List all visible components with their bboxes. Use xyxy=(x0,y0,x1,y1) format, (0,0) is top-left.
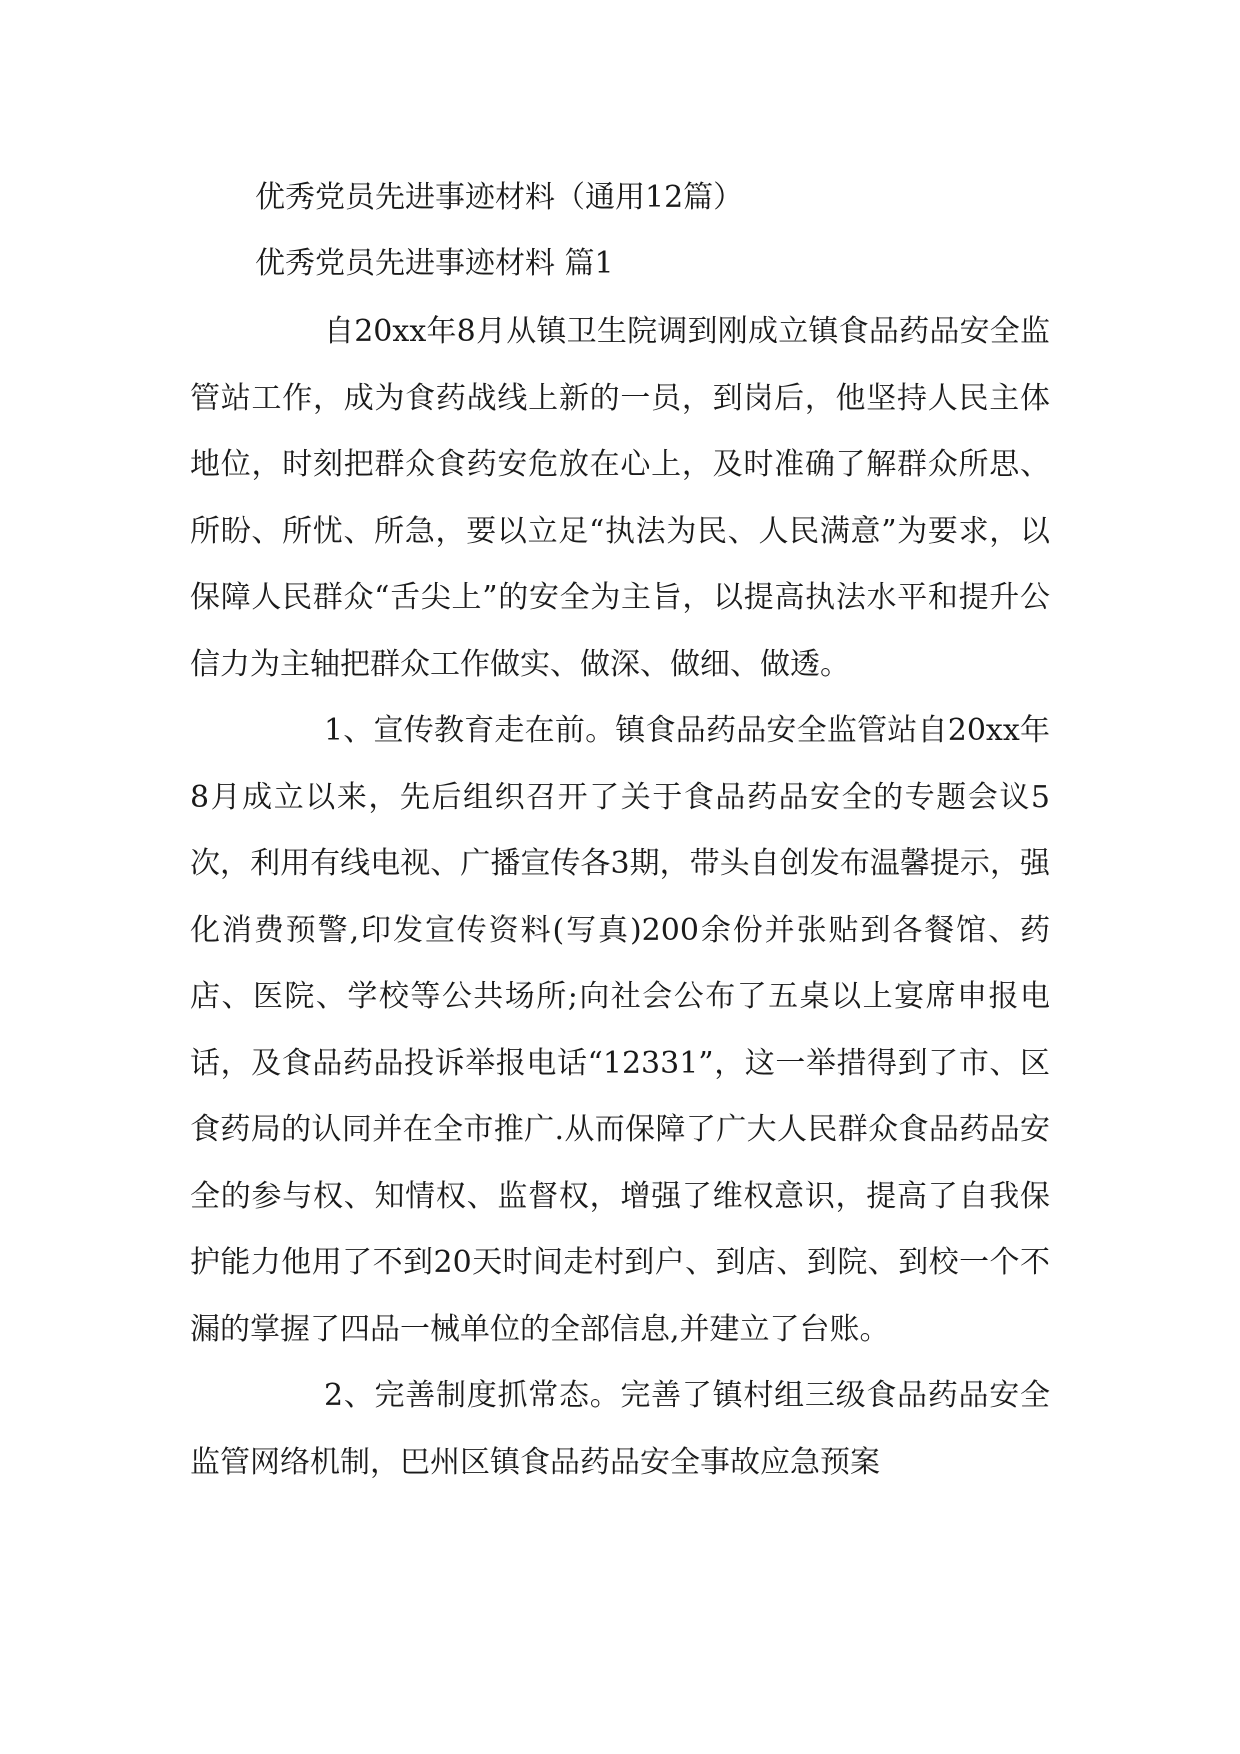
document-title: 优秀党员先进事迹材料（通用12篇） xyxy=(255,180,744,215)
paragraph-publicity-education: 1、宣传教育走在前。镇食品药品安全监管站自20xx年8月成立以来，先后组织召开了关于食品药品安全的专题会议5次，利用有线电视、广播宣传各3期，带头自创发布温馨提示，强化消费预警,印发宣传资料(写真)200余份并张贴到各餐馆、药店、医院、学校等公共场所;向社会公布了五桌以上宴席申报电话，及食品药品投诉举报电话“12331”，这一举措得到了市、区食药局的认同并在全市推广.从而保障了广大人民群众食品药品安全的参与权、知情权、监督权，增强了维权意识，提高了自我保护能力他用了不到20天时间走村到户、到店、到院、到校一个不漏的掌握了四品一械单位的全部信息,并建立了台账。 xyxy=(190,713,1050,1347)
document-body xyxy=(190,299,1050,1496)
paragraph-system-improvement: 2、完善制度抓常态。完善了镇村组三级食品药品安全监管网络机制，巴州区镇食品药品安全事故应急预案 xyxy=(190,1378,1050,1480)
paragraph-intro: 自20xx年8月从镇卫生院调到刚成立镇食品药品安全监管站工作，成为食药战线上新的一员，到岗后，他坚持人民主体地位，时刻把群众食药安危放在心上，及时准确了解群众所思、所盼、所忧、所急，要以立足“执法为民、人民满意”为要求，以保障人民群众“舌尖上”的安全为主旨，以提高执法水平和提升公信力为主轴把群众工作做实、做深、做细、做透。 xyxy=(190,314,1050,682)
section-heading: 优秀党员先进事迹材料 篇1 xyxy=(255,246,614,281)
